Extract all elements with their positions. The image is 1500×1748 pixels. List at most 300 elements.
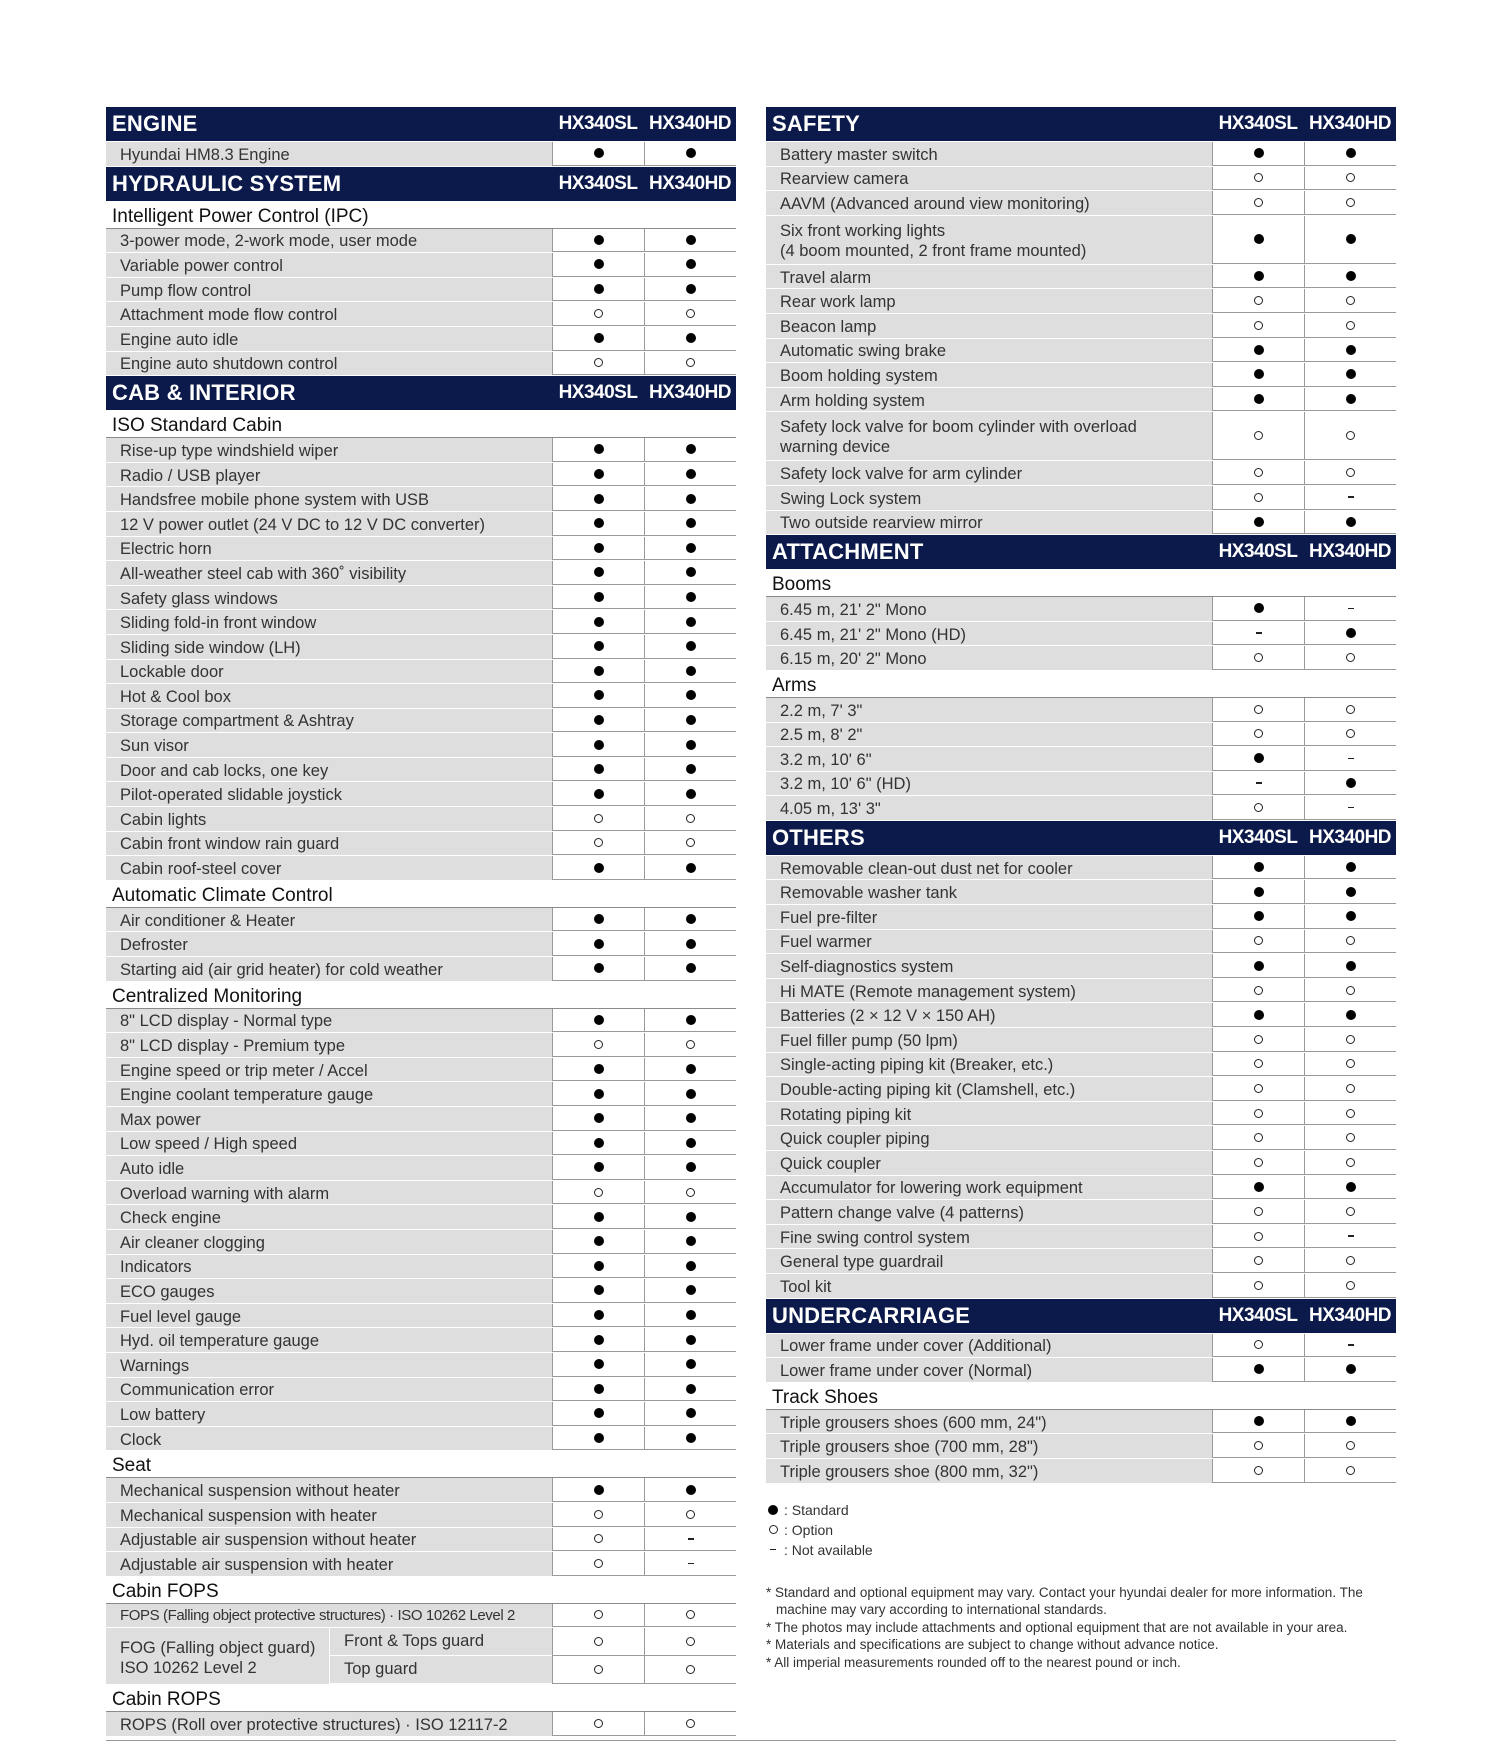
standard-icon <box>594 469 604 479</box>
hx340sl-value <box>552 561 644 585</box>
hx340hd-value <box>1304 1126 1396 1150</box>
section-title: SAFETY <box>772 111 860 136</box>
model-column-hx340hd: HX340HD <box>648 113 732 134</box>
not-available-icon <box>1348 807 1354 809</box>
hx340hd-value <box>644 512 736 536</box>
spec-row <box>106 1712 736 1737</box>
spec-label: AAVM (Advanced around view monitoring) <box>766 191 1212 215</box>
option-icon <box>686 358 695 367</box>
option-icon <box>686 1188 695 1197</box>
spec-label: Pattern change valve (4 patterns) <box>766 1200 1212 1224</box>
standard-icon <box>686 764 696 774</box>
hx340hd-value <box>1304 216 1396 264</box>
hx340hd-value <box>1304 979 1396 1003</box>
standard-icon <box>1254 603 1264 613</box>
model-column-hx340sl: HX340SL <box>1218 826 1298 848</box>
option-icon <box>686 838 695 847</box>
spec-row <box>106 1328 736 1353</box>
spec-label: Safety lock valve for arm cylinder <box>766 461 1212 485</box>
standard-icon <box>1254 234 1264 244</box>
spec-label: Quick coupler <box>766 1151 1212 1175</box>
spec-row <box>106 1205 736 1230</box>
hx340hd-value <box>644 1009 736 1033</box>
spec-label: Overload warning with alarm <box>106 1181 552 1205</box>
standard-icon <box>686 1384 696 1394</box>
spec-label: Air cleaner clogging <box>106 1230 552 1254</box>
spec-label: Adjustable air suspension without heater <box>106 1528 552 1552</box>
hx340hd-value <box>1304 1028 1396 1052</box>
hx340hd-value <box>644 635 736 659</box>
standard-icon <box>594 1064 604 1074</box>
footer-divider <box>106 1740 1396 1741</box>
hx340sl-value <box>1212 856 1304 880</box>
hx340sl-value <box>552 1304 644 1328</box>
spec-label: Handsfree mobile phone system with USB <box>106 487 552 511</box>
hx340hd-value <box>644 1503 736 1527</box>
hx340sl-value <box>1212 1053 1304 1077</box>
hx340sl-value <box>1212 363 1304 387</box>
spec-label: Adjustable air suspension with heater <box>106 1552 552 1576</box>
standard-icon <box>1254 1010 1264 1020</box>
hx340sl-value <box>552 1604 644 1628</box>
standard-icon <box>594 592 604 602</box>
spec-row <box>766 723 1396 748</box>
standard-icon <box>594 1433 604 1443</box>
hx340sl-value <box>1212 1410 1304 1434</box>
spec-label: Sun visor <box>106 733 552 757</box>
option-icon <box>594 1559 603 1568</box>
spec-label: Pump flow control <box>106 278 552 302</box>
spec-row <box>766 1225 1396 1250</box>
hx340hd-value <box>644 1656 736 1684</box>
spec-label: Automatic swing brake <box>766 339 1212 363</box>
option-icon <box>594 1534 603 1543</box>
spec-row <box>106 684 736 709</box>
standard-icon <box>1346 911 1356 921</box>
spec-label: Cabin front window rain guard <box>106 832 552 856</box>
hx340hd-value <box>1304 1200 1396 1224</box>
standard-icon <box>1346 394 1356 404</box>
option-icon <box>1346 296 1355 305</box>
spec-row <box>106 1156 736 1181</box>
hx340hd-value <box>644 352 736 376</box>
hx340sl-value <box>1212 191 1304 215</box>
hx340sl-value <box>552 142 644 166</box>
spec-label: 2.2 m, 7' 3" <box>766 698 1212 722</box>
hx340sl-value <box>552 908 644 932</box>
standard-icon <box>1254 1182 1264 1192</box>
hx340hd-value <box>1304 388 1396 412</box>
not-available-icon <box>770 1549 776 1551</box>
hx340sl-value <box>552 856 644 880</box>
spec-label: 8" LCD display - Premium type <box>106 1033 552 1057</box>
section-title: UNDERCARRIAGE <box>772 1302 971 1328</box>
hx340hd-value <box>644 1132 736 1156</box>
standard-icon <box>594 939 604 949</box>
spec-label: Warnings <box>106 1353 552 1377</box>
hx340hd-value <box>644 1528 736 1552</box>
spec-label: Swing Lock system <box>766 486 1212 510</box>
standard-icon <box>1346 517 1356 527</box>
spec-label: Mechanical suspension with heater <box>106 1503 552 1527</box>
hx340sl-value <box>552 438 644 462</box>
standard-icon <box>686 543 696 553</box>
hx340sl-value <box>1212 1334 1304 1358</box>
hx340sl-value <box>1212 216 1304 264</box>
spec-label: Hi MATE (Remote management system) <box>766 979 1212 1003</box>
hx340sl-value <box>1212 511 1304 535</box>
spec-row <box>106 537 736 562</box>
hx340hd-value <box>644 856 736 880</box>
hx340sl-value <box>552 1378 644 1402</box>
hx340sl-value <box>552 635 644 659</box>
spec-label: 8" LCD display - Normal type <box>106 1009 552 1033</box>
standard-icon <box>686 963 696 973</box>
spec-label: Check engine <box>106 1205 552 1229</box>
model-column-hx340sl: HX340SL <box>1218 113 1298 134</box>
section-header <box>766 1299 1396 1334</box>
spec-label: ROPS (Roll over protective structures) · ISO 12117-2 <box>106 1712 552 1736</box>
spec-label: Low speed / High speed <box>106 1132 552 1156</box>
spec-row <box>106 1181 736 1206</box>
hx340sl-value <box>552 1402 644 1426</box>
hx340sl-value <box>1212 880 1304 904</box>
legend-text: : Not available <box>784 1541 873 1558</box>
standard-icon <box>594 1212 604 1222</box>
spec-row <box>766 388 1396 413</box>
model-column-hx340hd: HX340HD <box>1308 541 1392 563</box>
hx340sl-value <box>1212 412 1304 460</box>
hx340sl-value <box>552 1230 644 1254</box>
hx340sl-value <box>552 660 644 684</box>
hx340sl-value <box>552 586 644 610</box>
hx340hd-value <box>1304 412 1396 460</box>
standard-icon <box>1346 345 1356 355</box>
hx340sl-value <box>552 302 644 326</box>
hx340sl-value <box>552 1009 644 1033</box>
hx340hd-value <box>1304 363 1396 387</box>
not-available-icon <box>688 1563 694 1565</box>
hx340sl-value <box>552 610 644 634</box>
spec-row <box>106 635 736 660</box>
standard-icon <box>594 1485 604 1495</box>
model-column-hx340hd: HX340HD <box>1308 826 1392 848</box>
spec-label: Double-acting piping kit (Clamshell, etc.) <box>766 1077 1212 1101</box>
model-column-hx340hd: HX340HD <box>648 172 732 194</box>
spec-row <box>106 1353 736 1378</box>
standard-icon <box>686 1261 696 1271</box>
spec-row <box>106 1478 736 1503</box>
hx340sl-value <box>552 1132 644 1156</box>
standard-icon <box>686 1089 696 1099</box>
standard-icon <box>594 641 604 651</box>
standard-icon <box>1346 1416 1356 1426</box>
option-icon <box>1346 431 1355 440</box>
option-icon <box>1254 1281 1263 1290</box>
hx340sl-value <box>552 832 644 856</box>
spec-label: Cabin lights <box>106 807 552 831</box>
option-icon <box>1254 1035 1263 1044</box>
hx340hd-value <box>1304 142 1396 166</box>
section-header <box>106 167 736 202</box>
spec-row <box>106 832 736 857</box>
hx340sl-value <box>552 957 644 981</box>
option-icon <box>1346 1084 1355 1093</box>
spec-row <box>766 1176 1396 1201</box>
standard-icon <box>594 914 604 924</box>
hx340hd-value <box>644 327 736 351</box>
subsection-title: Automatic Climate Control <box>106 881 736 908</box>
hx340sl-value <box>552 278 644 302</box>
spec-label: Fine swing control system <box>766 1225 1212 1249</box>
spec-row <box>766 1126 1396 1151</box>
standard-icon <box>686 518 696 528</box>
spec-label: 6.45 m, 21' 2" Mono (HD) <box>766 622 1212 646</box>
standard-icon <box>686 690 696 700</box>
hx340hd-value <box>644 1378 736 1402</box>
hx340hd-value <box>1304 314 1396 338</box>
option-icon <box>1346 1035 1355 1044</box>
spec-row <box>766 954 1396 979</box>
not-available-icon <box>1348 1235 1354 1237</box>
spec-row <box>766 1053 1396 1078</box>
option-icon <box>1254 431 1263 440</box>
spec-label: Defroster <box>106 932 552 956</box>
section-title: ENGINE <box>112 111 198 136</box>
hx340hd-value <box>1304 856 1396 880</box>
option-icon <box>1254 1109 1263 1118</box>
spec-label: 6.15 m, 20' 2" Mono <box>766 646 1212 670</box>
spec-row <box>766 142 1396 167</box>
option-icon <box>594 1510 603 1519</box>
hx340hd-value <box>1304 622 1396 646</box>
spec-row <box>766 1200 1396 1225</box>
spec-label: 4.05 m, 13' 3" <box>766 796 1212 820</box>
hx340sl-value <box>552 253 644 277</box>
hx340sl-value <box>1212 1200 1304 1224</box>
spec-label: ECO gauges <box>106 1279 552 1303</box>
spec-row <box>106 142 736 167</box>
fog-sub-row <box>330 1656 736 1684</box>
spec-label: Fuel pre-filter <box>766 905 1212 929</box>
standard-icon <box>594 259 604 269</box>
spec-row <box>106 302 736 327</box>
spec-label: Lower frame under cover (Normal) <box>766 1358 1212 1382</box>
standard-icon <box>686 1015 696 1025</box>
spec-label: Engine coolant temperature gauge <box>106 1082 552 1106</box>
standard-icon <box>594 1384 604 1394</box>
spec-row <box>106 908 736 933</box>
hx340sl-value <box>552 782 644 806</box>
spec-label: Attachment mode flow control <box>106 302 552 326</box>
hx340sl-value <box>1212 1077 1304 1101</box>
option-icon <box>686 1665 695 1674</box>
standard-icon <box>686 1433 696 1443</box>
subsection-title: Intelligent Power Control (IPC) <box>106 202 736 229</box>
spec-label: Triple grousers shoe (800 mm, 32") <box>766 1459 1212 1483</box>
spec-row <box>106 586 736 611</box>
standard-icon <box>1254 517 1264 527</box>
spec-label <box>766 412 1212 460</box>
standard-icon <box>1346 271 1356 281</box>
spec-label: Arm holding system <box>766 388 1212 412</box>
hx340sl-value <box>552 1058 644 1082</box>
standard-icon <box>686 148 696 158</box>
spec-row <box>106 1304 736 1329</box>
subsection-title: ISO Standard Cabin <box>106 411 736 438</box>
standard-icon <box>594 666 604 676</box>
option-icon <box>1254 1441 1263 1450</box>
spec-row <box>766 511 1396 536</box>
hx340hd-value <box>644 1279 736 1303</box>
footnote: * Materials and specifications are subject to change without advance notice. <box>766 1637 1219 1653</box>
hx340hd-value <box>1304 747 1396 771</box>
spec-label: 6.45 m, 21' 2" Mono <box>766 597 1212 621</box>
spec-row <box>766 314 1396 339</box>
spec-row <box>766 461 1396 486</box>
hx340sl-value <box>1212 1151 1304 1175</box>
standard-icon <box>594 148 604 158</box>
hx340hd-value <box>644 229 736 253</box>
hx340hd-value <box>644 758 736 782</box>
option-icon <box>1254 1256 1263 1265</box>
spec-label: Communication error <box>106 1378 552 1402</box>
hx340hd-value <box>1304 880 1396 904</box>
hx340hd-value <box>644 1033 736 1057</box>
hx340hd-value <box>644 487 736 511</box>
option-icon <box>686 1040 695 1049</box>
standard-icon <box>594 1089 604 1099</box>
hx340hd-value <box>644 561 736 585</box>
spec-row <box>106 1009 736 1034</box>
spec-row <box>106 807 736 832</box>
spec-row <box>106 352 736 377</box>
hx340sl-value <box>1212 698 1304 722</box>
hx340hd-value <box>1304 486 1396 510</box>
spec-label: Rearview camera <box>766 167 1212 191</box>
hx340sl-value <box>1212 1459 1304 1483</box>
standard-icon <box>594 1162 604 1172</box>
spec-label: Single-acting piping kit (Breaker, etc.) <box>766 1053 1212 1077</box>
option-icon <box>1254 936 1263 945</box>
hx340hd-value <box>644 1255 736 1279</box>
spec-row <box>766 1028 1396 1053</box>
hx340hd-value <box>1304 339 1396 363</box>
spec-label: Engine auto shutdown control <box>106 352 552 376</box>
spec-row <box>106 1427 736 1452</box>
standard-icon <box>594 740 604 750</box>
spec-row <box>766 597 1396 622</box>
standard-icon <box>1254 369 1264 379</box>
spec-label: Max power <box>106 1107 552 1131</box>
option-icon <box>1346 705 1355 714</box>
not-available-icon <box>1256 632 1262 634</box>
subsection-title: Booms <box>766 570 1396 597</box>
hx340hd-value <box>644 1304 736 1328</box>
spec-label: Batteries (2 × 12 V × 150 AH) <box>766 1003 1212 1027</box>
spec-row <box>106 561 736 586</box>
hx340hd-value <box>1304 1077 1396 1101</box>
spec-label: Air conditioner & Heater <box>106 908 552 932</box>
option-icon <box>594 838 603 847</box>
spec-label: Removable washer tank <box>766 880 1212 904</box>
standard-icon <box>686 1485 696 1495</box>
fog-options <box>330 1628 736 1684</box>
spec-row <box>106 932 736 957</box>
spec-row <box>106 1402 736 1427</box>
spec-row <box>106 512 736 537</box>
hx340hd-value <box>1304 1053 1396 1077</box>
spec-label: Safety glass windows <box>106 586 552 610</box>
hx340hd-value <box>1304 772 1396 796</box>
section-header <box>106 376 736 411</box>
standard-icon <box>594 543 604 553</box>
spec-row <box>106 463 736 488</box>
hx340sl-value <box>552 1528 644 1552</box>
hx340sl-value <box>1212 1225 1304 1249</box>
not-available-icon <box>688 1538 694 1540</box>
option-icon <box>686 814 695 823</box>
hx340hd-value <box>644 957 736 981</box>
spec-label: Indicators <box>106 1255 552 1279</box>
hx340hd-value <box>1304 1459 1396 1483</box>
spec-label-line2: (4 boom mounted, 2 front frame mounted) <box>780 241 1087 260</box>
standard-icon <box>594 789 604 799</box>
option-icon <box>594 1665 603 1674</box>
option-icon <box>1346 1466 1355 1475</box>
spec-row <box>106 1132 736 1157</box>
subsection-title: Centralized Monitoring <box>106 982 736 1009</box>
option-icon <box>1254 1232 1263 1241</box>
model-column-hx340sl: HX340SL <box>558 113 638 134</box>
hx340sl-value <box>552 1503 644 1527</box>
spec-row <box>106 957 736 982</box>
spec-row <box>766 1003 1396 1028</box>
standard-icon <box>1254 911 1264 921</box>
legend-symbol <box>766 1525 780 1534</box>
spec-label: Removable clean-out dust net for cooler <box>766 856 1212 880</box>
standard-icon <box>686 1408 696 1418</box>
spec-row <box>766 289 1396 314</box>
option-icon <box>594 1610 603 1619</box>
hx340hd-value <box>1304 1003 1396 1027</box>
spec-label: 3-power mode, 2-work mode, user mode <box>106 229 552 253</box>
standard-icon <box>1346 778 1356 788</box>
standard-icon <box>686 1236 696 1246</box>
hx340hd-value <box>1304 796 1396 820</box>
spec-row <box>766 930 1396 955</box>
spec-row <box>766 191 1396 216</box>
hx340hd-value <box>1304 646 1396 670</box>
spec-label: Hot & Cool box <box>106 684 552 708</box>
hx340sl-value <box>1212 1126 1304 1150</box>
hx340sl-value <box>552 1156 644 1180</box>
option-icon <box>1346 1158 1355 1167</box>
spec-row <box>106 1107 736 1132</box>
standard-icon <box>1254 345 1264 355</box>
standard-icon <box>1254 148 1264 158</box>
spec-label: All-weather steel cab with 360˚ visibility <box>106 561 552 585</box>
hx340hd-value <box>1304 1151 1396 1175</box>
section-header <box>766 535 1396 570</box>
left-column <box>106 107 736 1737</box>
hx340sl-value <box>1212 1176 1304 1200</box>
section-header <box>766 107 1396 142</box>
subsection-title: Seat <box>106 1451 736 1478</box>
spec-row <box>106 1082 736 1107</box>
standard-icon <box>686 284 696 294</box>
footnote: * All imperial measurements rounded off to the nearest pound or inch. <box>766 1654 1181 1670</box>
